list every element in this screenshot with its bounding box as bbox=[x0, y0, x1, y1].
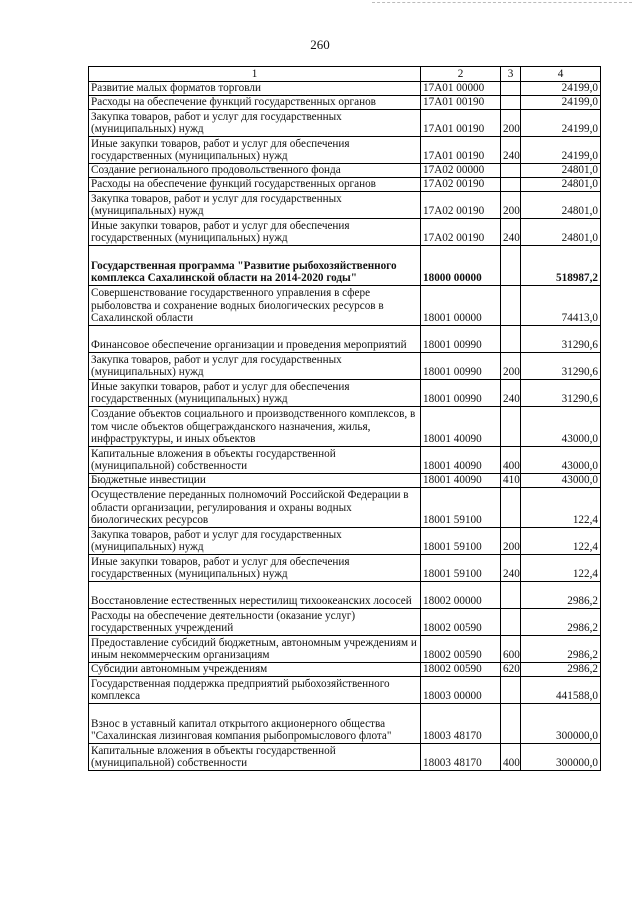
row-name-cell: Совершенствование государственного управления в сфере рыболовства и сохранение водных биологических ресурсов в Сахалинской области bbox=[89, 286, 421, 326]
row-amount-cell: 122,4 bbox=[521, 528, 601, 555]
row-amount-cell: 2986,2 bbox=[521, 582, 601, 609]
row-amount-cell: 31290,6 bbox=[521, 326, 601, 353]
row-name-cell: Капитальные вложения в объекты государственной (муниципальной) собственности bbox=[89, 744, 421, 771]
row-type-cell: 200 bbox=[501, 192, 521, 219]
row-type-cell bbox=[501, 178, 521, 192]
row-name-cell: Расходы на обеспечение деятельности (оказание услуг) государственных учреждений bbox=[89, 609, 421, 636]
row-type-cell: 620 bbox=[501, 663, 521, 677]
row-amount-cell: 74413,0 bbox=[521, 286, 601, 326]
header-col-3: 3 bbox=[501, 67, 521, 82]
row-name-cell: Закупка товаров, работ и услуг для государственных (муниципальных) нужд bbox=[89, 353, 421, 380]
row-amount-cell: 122,4 bbox=[521, 488, 601, 528]
table-row bbox=[89, 528, 601, 555]
table-row bbox=[89, 164, 601, 178]
table-row bbox=[89, 326, 601, 353]
row-name-cell: Закупка товаров, работ и услуг для государственных (муниципальных) нужд bbox=[89, 192, 421, 219]
row-amount-cell: 2986,2 bbox=[521, 663, 601, 677]
row-amount-cell: 24801,0 bbox=[521, 178, 601, 192]
row-amount-cell: 43000,0 bbox=[521, 474, 601, 488]
table-body bbox=[89, 82, 601, 771]
table-row bbox=[89, 447, 601, 474]
row-amount-cell: 24199,0 bbox=[521, 137, 601, 164]
row-code-cell: 17А01 00190 bbox=[421, 110, 501, 137]
row-name-cell: Расходы на обеспечение функций государственных органов bbox=[89, 178, 421, 192]
row-code-cell: 17А01 00190 bbox=[421, 96, 501, 110]
row-amount-cell: 122,4 bbox=[521, 555, 601, 582]
row-name-cell: Иные закупки товаров, работ и услуг для обеспечения государственных (муниципальных) нужд bbox=[89, 380, 421, 407]
row-type-cell bbox=[501, 677, 521, 704]
row-type-cell bbox=[501, 286, 521, 326]
table-row bbox=[89, 178, 601, 192]
table-row bbox=[89, 704, 601, 744]
row-type-cell bbox=[501, 488, 521, 528]
table-row bbox=[89, 636, 601, 663]
row-code-cell: 18002 00590 bbox=[421, 609, 501, 636]
header-col-2: 2 bbox=[421, 67, 501, 82]
table-row bbox=[89, 677, 601, 704]
row-amount-cell: 2986,2 bbox=[521, 636, 601, 663]
table-row bbox=[89, 110, 601, 137]
row-name-cell: Государственная программа "Развитие рыбохозяйственного комплекса Сахалинской области на 2014-2020 годы" bbox=[89, 246, 421, 286]
row-code-cell: 18001 40090 bbox=[421, 447, 501, 474]
row-code-cell: 17А01 00000 bbox=[421, 82, 501, 96]
row-type-cell bbox=[501, 82, 521, 96]
row-name-cell: Государственная поддержка предприятий рыбохозяйственного комплекса bbox=[89, 677, 421, 704]
row-code-cell: 18001 00000 bbox=[421, 286, 501, 326]
row-name-cell: Закупка товаров, работ и услуг для государственных (муниципальных) нужд bbox=[89, 528, 421, 555]
row-name-cell: Предоставление субсидий бюджетным, автономным учреждениям и иным некоммерческим организациям bbox=[89, 636, 421, 663]
row-type-cell: 200 bbox=[501, 528, 521, 555]
row-type-cell bbox=[501, 609, 521, 636]
row-amount-cell: 24199,0 bbox=[521, 96, 601, 110]
table-row bbox=[89, 744, 601, 771]
row-amount-cell: 24199,0 bbox=[521, 110, 601, 137]
row-amount-cell: 24801,0 bbox=[521, 219, 601, 246]
table-row bbox=[89, 286, 601, 326]
page-number: 260 bbox=[310, 37, 330, 52]
row-type-cell: 200 bbox=[501, 110, 521, 137]
row-code-cell: 18003 48170 bbox=[421, 744, 501, 771]
row-name-cell: Создание регионального продовольственного фонда bbox=[89, 164, 421, 178]
row-type-cell: 600 bbox=[501, 636, 521, 663]
row-type-cell: 410 bbox=[501, 474, 521, 488]
row-type-cell: 240 bbox=[501, 380, 521, 407]
row-name-cell: Создание объектов социального и производственного комплексов, в том числе объектов общегражданского назначения, жилья, инфраструктуры, и иных объектов bbox=[89, 407, 421, 447]
row-type-cell: 240 bbox=[501, 137, 521, 164]
row-code-cell: 17А02 00000 bbox=[421, 164, 501, 178]
header-col-1: 1 bbox=[89, 67, 421, 82]
row-name-cell: Иные закупки товаров, работ и услуг для обеспечения государственных (муниципальных) нужд bbox=[89, 219, 421, 246]
table-row bbox=[89, 192, 601, 219]
row-code-cell: 18002 00590 bbox=[421, 636, 501, 663]
row-type-cell bbox=[501, 164, 521, 178]
row-type-cell bbox=[501, 246, 521, 286]
table-row bbox=[89, 555, 601, 582]
table-row bbox=[89, 582, 601, 609]
row-code-cell: 17А01 00190 bbox=[421, 137, 501, 164]
row-code-cell: 17А02 00190 bbox=[421, 219, 501, 246]
row-type-cell: 400 bbox=[501, 447, 521, 474]
row-code-cell: 18001 40090 bbox=[421, 474, 501, 488]
row-type-cell: 240 bbox=[501, 555, 521, 582]
row-name-cell: Финансовое обеспечение организации и проведения мероприятий bbox=[89, 326, 421, 353]
row-name-cell: Развитие малых форматов торговли bbox=[89, 82, 421, 96]
row-name-cell: Бюджетные инвестиции bbox=[89, 474, 421, 488]
row-type-cell bbox=[501, 704, 521, 744]
row-code-cell: 18001 00990 bbox=[421, 353, 501, 380]
row-code-cell: 18000 00000 bbox=[421, 246, 501, 286]
row-type-cell: 240 bbox=[501, 219, 521, 246]
row-amount-cell: 441588,0 bbox=[521, 677, 601, 704]
row-code-cell: 18003 48170 bbox=[421, 704, 501, 744]
row-name-cell: Расходы на обеспечение функций государственных органов bbox=[89, 96, 421, 110]
table-row bbox=[89, 474, 601, 488]
table-row bbox=[89, 137, 601, 164]
row-amount-cell: 518987,2 bbox=[521, 246, 601, 286]
row-amount-cell: 43000,0 bbox=[521, 447, 601, 474]
row-amount-cell: 300000,0 bbox=[521, 704, 601, 744]
row-amount-cell: 2986,2 bbox=[521, 609, 601, 636]
table-row bbox=[89, 380, 601, 407]
table-row bbox=[89, 96, 601, 110]
row-code-cell: 18001 00990 bbox=[421, 380, 501, 407]
row-amount-cell: 31290,6 bbox=[521, 380, 601, 407]
row-code-cell: 18001 40090 bbox=[421, 407, 501, 447]
row-amount-cell: 24801,0 bbox=[521, 192, 601, 219]
row-type-cell bbox=[501, 96, 521, 110]
table-row bbox=[89, 488, 601, 528]
table-row bbox=[89, 407, 601, 447]
row-type-cell: 400 bbox=[501, 744, 521, 771]
row-code-cell: 18003 00000 bbox=[421, 677, 501, 704]
table-row bbox=[89, 663, 601, 677]
table-row bbox=[89, 219, 601, 246]
row-type-cell bbox=[501, 326, 521, 353]
row-type-cell bbox=[501, 582, 521, 609]
row-type-cell bbox=[501, 407, 521, 447]
row-code-cell: 18001 59100 bbox=[421, 488, 501, 528]
row-code-cell: 18002 00000 bbox=[421, 582, 501, 609]
row-name-cell: Осуществление переданных полномочий Российской Федерации в области организации, регулирования и охраны водных биологических ресурсов bbox=[89, 488, 421, 528]
row-code-cell: 17А02 00190 bbox=[421, 192, 501, 219]
row-amount-cell: 300000,0 bbox=[521, 744, 601, 771]
row-name-cell: Капитальные вложения в объекты государственной (муниципальной) собственности bbox=[89, 447, 421, 474]
row-amount-cell: 24801,0 bbox=[521, 164, 601, 178]
row-code-cell: 18002 00590 bbox=[421, 663, 501, 677]
row-amount-cell: 43000,0 bbox=[521, 407, 601, 447]
row-type-cell: 200 bbox=[501, 353, 521, 380]
row-name-cell: Взнос в уставный капитал открытого акционерного общества "Сахалинская лизинговая компания рыбопромыслового флота" bbox=[89, 704, 421, 744]
row-name-cell: Субсидии автономным учреждениям bbox=[89, 663, 421, 677]
row-code-cell: 18001 00990 bbox=[421, 326, 501, 353]
row-name-cell: Иные закупки товаров, работ и услуг для обеспечения государственных (муниципальных) нужд bbox=[89, 555, 421, 582]
row-name-cell: Восстановление естественных нерестилищ тихоокеанских лососей bbox=[89, 582, 421, 609]
row-code-cell: 18001 59100 bbox=[421, 555, 501, 582]
table-row bbox=[89, 82, 601, 96]
header-col-4: 4 bbox=[521, 67, 601, 82]
budget-table bbox=[88, 66, 601, 771]
table-row bbox=[89, 609, 601, 636]
row-code-cell: 17А02 00190 bbox=[421, 178, 501, 192]
row-name-cell: Закупка товаров, работ и услуг для государственных (муниципальных) нужд bbox=[89, 110, 421, 137]
table-row bbox=[89, 353, 601, 380]
row-amount-cell: 31290,6 bbox=[521, 353, 601, 380]
table-header-row bbox=[89, 67, 601, 82]
row-code-cell: 18001 59100 bbox=[421, 528, 501, 555]
row-name-cell: Иные закупки товаров, работ и услуг для обеспечения государственных (муниципальных) нужд bbox=[89, 137, 421, 164]
row-amount-cell: 24199,0 bbox=[521, 82, 601, 96]
scan-artifact-line bbox=[372, 2, 632, 7]
table-row bbox=[89, 246, 601, 286]
